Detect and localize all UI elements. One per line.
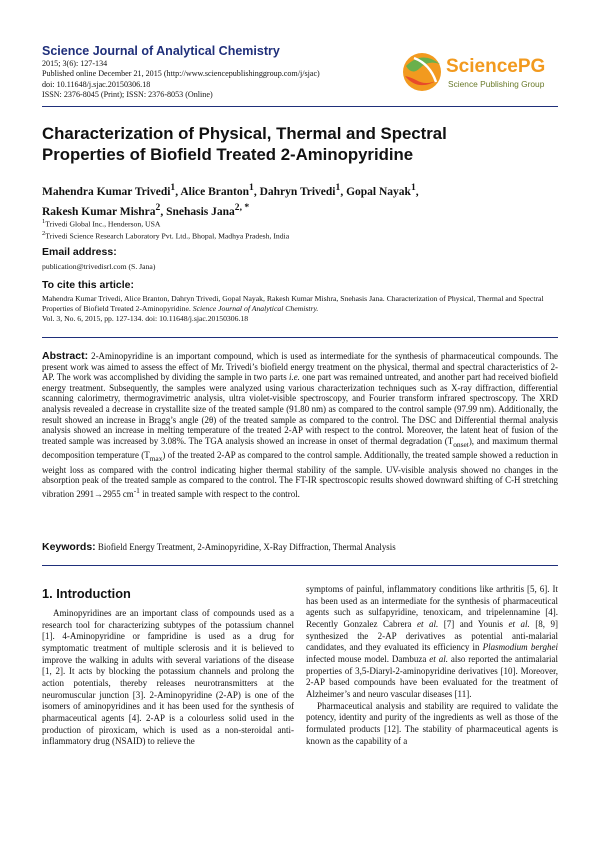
author-name: Rakesh Kumar Mishra — [42, 205, 156, 218]
sciencepg-logo — [400, 42, 560, 102]
author-line: Rakesh Kumar Mishra$^2$, Snehasis Jana$^{2, *}$ — [42, 201, 250, 218]
body-paragraph: Pharmaceutical analysis and stability are required to validate the potency, identity and purity of the ingredients as well as those of the formulated products [12]. The stability of pharmaceutical agents is known as the capability of a — [306, 700, 558, 746]
author-name: Snehasis Jana — [166, 205, 235, 218]
meta-line: doi: 10.11648/j.sjac.20150306.18 — [42, 79, 151, 89]
meta-line: 2015; 3(6): 127-134 — [42, 59, 108, 68]
introduction-heading: 1. Introduction — [42, 586, 131, 601]
citation-text: Mahendra Kumar Trivedi, Alice Branton, Dahryn Trivedi, Gopal Nayak, Rakesh Kumar Mishra, Snehasis Jana. Characterization of Physical, Thermal and Spectral Properties of Biofield Treated 2-Aminopyridine. Science Journal of Analytical Chemistry. Vol. 3, No. 6, 2015, pp. 127-134. doi: 10.11648/j.sjac.20150306.18 — [42, 294, 544, 324]
cite-heading: To cite this article: — [42, 279, 134, 291]
abstract-label: Abstract: — [42, 350, 89, 362]
keywords-text: Biofield Energy Treatment, 2-Aminopyridine, X-Ray Diffraction, Thermal Analysis — [97, 542, 396, 552]
author-name: Mahendra Kumar Trivedi — [42, 185, 171, 198]
author-affil-sup: 1 — [249, 182, 254, 193]
abstract: Abstract: 2-Aminopyridine is an important compound, which is used as intermediate for the synthesis of pharmaceutical compounds. The present work was aimed to assess the effect of Mr. Trivedi’s biofield energy treatment on the physical, thermal and spectral characteristics of 2-AP. The work was accomplished by dividing the sample in two parts i.e. one part was remained untreated, and another part had received biofield energy treatment. Subsequently, the samples were analyzed using various characterization techniques such as X-ray diffraction, differential scanning calorimetry, thermogravimetric analysis, ultra violet-visible spectroscopy, and Fourier transform infrared spectroscopy. The XRD analysis revealed a decrease in crystallite size of the treated sample (91.80 nm) as compared to the control sample (97.99 nm). Additionally, the result showed an increase in Bragg’s angle (2θ) of the treated sample as compared to the control. The DSC and Differential thermal analysis analysis showed an increase in melting temperature of the treated 2-AP with respect to the control. Moreover, the latent heat of fusion of the treated sample was increased by 3.08%. The TGA analysis showed an increase in onset of thermal degradation $(T_{onset})$, and maximum thermal decomposition temperature $(T_{max})$ of the treated 2-AP as compared to the control sample. Additionally, the treated sample showed a reduction in weight loss as compared with the control indicating higher thermal stability of the sample. UV-visible analysis showed no changes in the absorption peak of the treated sample as compared to the control. The FT-IR spectroscopic results showed downward shifting of C-H stretching vibration 2991→2955 $cm^{-1}$ in treated sample with respect to the control. — [42, 350, 558, 499]
body-column-right — [306, 584, 558, 747]
logo-globe-icon — [403, 53, 441, 91]
title-line: Characterization of Physical, Thermal and Spectral — [42, 124, 447, 143]
author-name: Alice Branton — [180, 185, 250, 198]
logo-text: SciencePG — [446, 56, 546, 77]
title-line: Properties of Biofield Treated 2-Aminopyridine — [42, 144, 414, 164]
logo-subtext: Science Publishing Group — [448, 79, 545, 89]
meta-line: Published online December 21, 2015 (http://www.sciencepublishinggroup.com/j/sjac) — [42, 69, 320, 79]
author-name: Dahryn Trivedi — [259, 185, 336, 198]
journal-meta — [42, 59, 320, 101]
email-heading: Email address: — [42, 246, 117, 258]
body-paragraph: Aminopyridines are an important class of compounds used as a research tool for characterizing subtypes of the potassium channel [1]. 4-Aminopyridine or fampridine is used as a drug for symptomatic treatment of multiple sclerosis and it is believed to improve the walking in adults with several variations of the disease [1, 2]. It acts by blocking the potassium channels and prolong the action potentials, thereby releases neurotransmitters at the neuromuscular junction [3]. 2-Aminopyridine (2-AP) is one of the isomers of aminopyridines and it has been used for the synthesis of pharmaceutical agents [4]. 2-AP is a colourless solid used in the production of piroxicam, which is used as a non-steroidal anti-inflammatory drug (NSAID) to relieve the — [42, 608, 294, 747]
affiliation: $^1$Trivedi Global Inc., Henderson, USA — [42, 218, 161, 229]
meta-line: ISSN: 2376-8045 (Print); ISSN: 2376-8053 (Online) — [42, 90, 213, 100]
keywords — [42, 541, 558, 553]
journal-name: Science Journal of Analytical Chemistry — [42, 44, 280, 58]
author-affil-sup: 2, * — [234, 201, 250, 213]
header-divider — [42, 106, 558, 107]
section-divider — [42, 337, 558, 338]
author-line: Mahendra Kumar Trivedi$^1$, Alice Branton$^1$, Dahryn Trivedi$^1$, Gopal Nayak$^1$, — [42, 182, 419, 198]
email-link[interactable]: publication@trivedisrl.com (S. Jana) — [42, 262, 156, 271]
author-list — [42, 180, 562, 220]
author-affil-sup: 1 — [170, 182, 176, 193]
author-affil-sup: 1 — [335, 182, 341, 193]
article-title — [42, 124, 562, 165]
author-name: Gopal Nayak — [346, 185, 411, 198]
author-affil-sup: 2 — [155, 201, 161, 213]
affiliation: $^2$Trivedi Science Research Laboratory Pvt. Ltd., Bhopal, Madhya Pradesh, India — [42, 230, 290, 241]
author-affil-sup: 1 — [410, 182, 416, 193]
body-paragraph: symptoms of painful, inflammatory conditions like arthritis [5, 6]. It has been used as an intermediate for the synthesis of pharmaceutical agents such as sulfapyridine, tenoxicam, and tripelennamine [4]. Recently Gonzalez Cabrera et al. [7] and Younis et al. [8, 9] synthesized the 2-AP derivatives as potential anti-malarial candidates, and they evaluated its efficiency in Plasmodium berghei infected mouse model. Dambuza et al. also reported the antimalarial properties of 3,5-Diaryl-2-aminopyridine derivatives [10]. Moreover, 2-AP based compounds have been evaluated for the treatment of Alzheimer’s and neuro vascular diseases [11]. — [306, 584, 558, 699]
keywords-label: Keywords: — [42, 541, 96, 553]
body-column-left — [42, 608, 294, 748]
section-divider — [42, 565, 558, 566]
